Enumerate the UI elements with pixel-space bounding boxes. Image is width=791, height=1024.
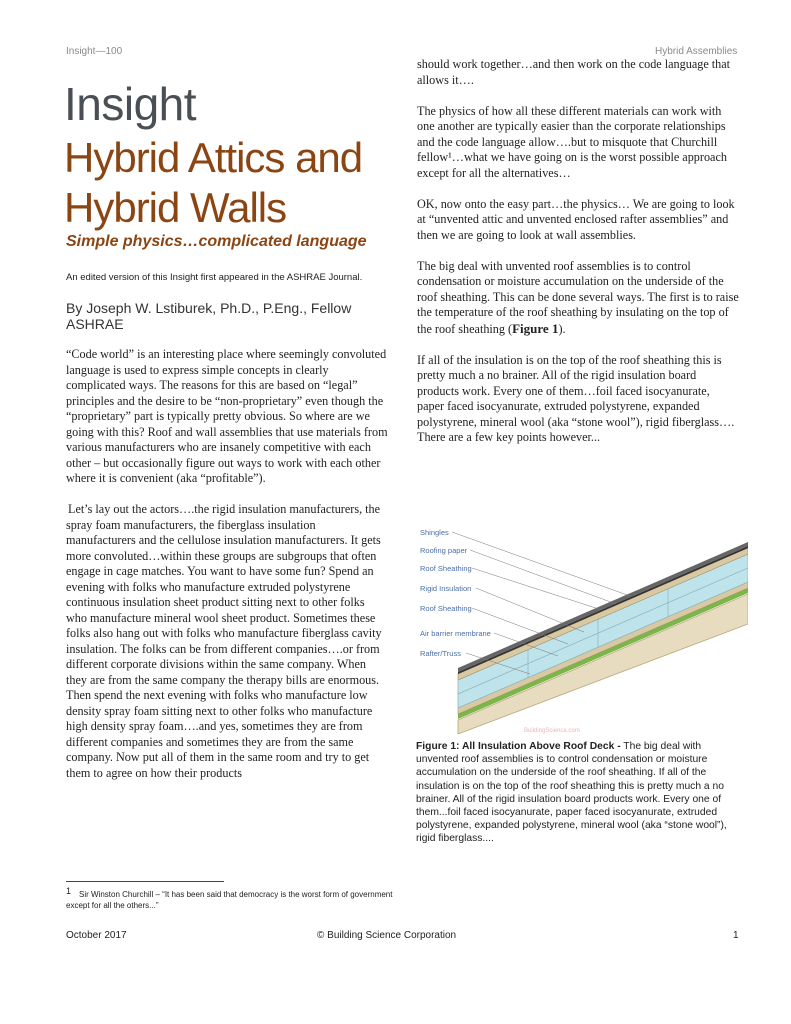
left-column xyxy=(66,347,388,797)
paragraph: If all of the insulation is on the top of the roof sheathing this is pretty much a no brainer. All of the rigid insulation board products work. Every one of them…foil faced isocyanurate, paper faced isocyanurate, extruded polystyrene, expanded polystyrene, mineral wool (aka “stone wool”), rigid fiberglass…. There are a few key points however... xyxy=(417,352,735,444)
page-title-line-2: Hybrid Walls xyxy=(64,184,287,231)
figure-label: Air barrier membrane xyxy=(420,629,491,638)
footnote-rule xyxy=(66,881,224,882)
figure-label: Shingles xyxy=(420,528,449,537)
paragraph: “Code world” is an interesting place where seemingly convoluted language is used to express simple concepts in clearly complicated ways. The reasons for this are based on “legal” principles and the desire to be “non-proprietary” even though the “proprietary” part is typically pretty obvious. So where are we going with this? Roof and wall assemblies that use materials from various manufacturers who are insanely competitive with each other – but occasionally figure out ways to work with each other where it is convenient (aka “profitable”). xyxy=(66,347,388,485)
right-column xyxy=(417,57,739,461)
paragraph: OK, now onto the easy part…the physics… We are going to look at “unvented attic and unvented enclosed rafter assemblies” and then we are going to look at wall assemblies. xyxy=(417,196,735,242)
page-title-line-1: Hybrid Attics and xyxy=(64,134,363,181)
paragraph-text: The big deal with unvented roof assemblies is to control condensation or moisture accumulation on the underside of the roof sheathing. This can be done several ways. The first is to raise the temperature of the roof sheathing by insulating on the top of the roof sheathing ( xyxy=(417,258,739,336)
figure-caption-title: Figure 1: All Insulation Above Roof Deck - xyxy=(416,741,621,752)
figure-caption-text: The big deal with unvented roof assemblies is to control condensation or moisture accumulation on the underside of the roof sheathing. If all of the insulation is on the top of the roof sheathing this is pretty much a no brainer. All of the rigid insulation board products work. Every one of them...foil faced isocyanurate, paper faced isocyanurate, extruded polystyrene, expanded polystyrene, mineral wool (aka “stone wool”), rigid fiberglass.... xyxy=(416,741,727,845)
roof-diagram xyxy=(418,524,748,734)
figure-reference: Figure 1 xyxy=(512,320,559,336)
running-header-right: Hybrid Assemblies xyxy=(655,46,738,57)
figure-label: Rigid Insulation xyxy=(420,584,472,593)
paragraph-text: ). xyxy=(558,321,566,336)
figure-label: Roof Sheathing xyxy=(420,564,472,573)
footnote-number: 1 xyxy=(66,886,72,896)
paragraph: should work together…and then work on the code language that allows it…. xyxy=(417,57,731,87)
running-header-left: Insight—100 xyxy=(66,46,123,57)
leader-line xyxy=(472,568,602,610)
footer-date: October 2017 xyxy=(66,930,127,941)
figure-label: Roof Sheathing xyxy=(420,604,472,613)
paragraph: Let’s lay out the actors….the rigid insulation manufacturers, the spray foam manufacturers, the fiberglass insulation manufacturers and the cellulose insulation manufacturers. It gets more convoluted…within these groups are subgroups that often engage in cage matches. You want to have some fun? Spend an evening with folks who manufacture extruded polystyrene continuous insulation sheet product sitting next to other folks who manufacture mineral wool sheet product. Sometimes these folks also hang out with folks who manufacture fiberglass cavity insulation. The folks can be from different companies….or from different corporate divisions within the same company. When they are from the same company the therapy bills are enormous. Then spend the next evening with folks who manufacture low density spray foam sitting next to other folks who manufacture high density spray foam….and yes, sometimes they are from different companies and sometimes they are from the same company. Now put all of them in the same room and try to get them to agree on how their products xyxy=(66,502,382,780)
byline: By Joseph W. Lstiburek, Ph.D., P.Eng., Fellow ASHRAE xyxy=(66,300,352,332)
series-title: Insight xyxy=(64,78,197,130)
paragraph xyxy=(417,259,739,338)
lower-roof-sheathing xyxy=(458,582,748,714)
leader-line xyxy=(476,588,584,632)
figure-watermark: BuildingScience.com xyxy=(524,728,580,734)
paragraph: The physics of how all these different materials can work with one another are typically easier than the corporate relationships and the code language allow….but to misquote that Churchill fellow¹…what we have going on is the worst possible approach except for all the alternatives… xyxy=(417,103,727,180)
page-number: 1 xyxy=(733,930,739,941)
leader-line xyxy=(472,608,568,644)
footnote-text: Sir Winston Churchill – “It has been said that democracy is the worst form of government except for all the others...” xyxy=(66,890,393,910)
figure-label: Roofing paper xyxy=(420,546,468,555)
edited-note: An edited version of this Insight first appeared in the ASHRAE Journal. xyxy=(66,272,363,283)
footer-copyright: © Building Science Corporation xyxy=(317,930,457,941)
figure-caption xyxy=(416,740,746,846)
figure-roof-assembly xyxy=(418,524,748,734)
page-subtitle: Simple physics…complicated language xyxy=(66,233,367,250)
leader-line xyxy=(470,550,616,604)
leader-line xyxy=(452,532,630,596)
figure-label: Rafter/Truss xyxy=(420,649,461,658)
footnote xyxy=(66,886,396,911)
